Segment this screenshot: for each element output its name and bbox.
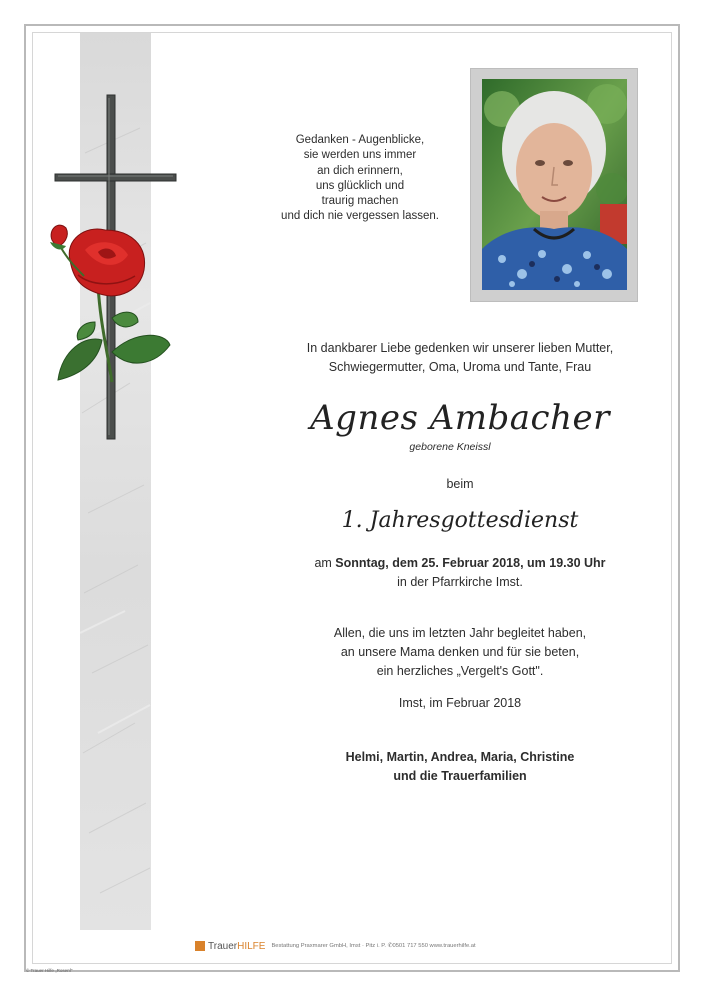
quote-line: sie werden uns immer (303, 149, 417, 162)
quote-line: uns glücklich und (315, 179, 405, 192)
memorial-quote (262, 133, 458, 225)
signers-line-1: Helmi, Martin, Andrea, Maria, Christine (345, 750, 575, 764)
footer (195, 939, 476, 953)
beim-text: beim (446, 477, 474, 491)
logo-prefix: Trauer (208, 940, 238, 952)
quote-line: traurig machen (321, 195, 399, 208)
thanks-text (240, 624, 680, 681)
datetime-line (240, 554, 680, 573)
copyright: © Trauer Hilfe „Rosenf" (26, 968, 73, 973)
logo-accent: HILFE (237, 940, 266, 952)
quote-line: Gedanken - Augenblicke, (295, 134, 425, 146)
signers-line-2: und die Trauerfamilien (393, 769, 527, 783)
service-datetime (240, 554, 680, 591)
intro-line-1: In dankbarer Liebe gedenken wir unserer lieben Mutter, (306, 341, 614, 355)
intro-text (240, 339, 680, 377)
footer-logo (208, 941, 265, 952)
footer-info: Bestattung Praxmarer GmbH, Imst · Pitz i. P. ✆0501 717 550 www.trauerhilfe.at (271, 943, 476, 949)
deceased-name: Agnes Ambacher (310, 398, 610, 438)
service-title: 1. Jahresgottesdienst (341, 508, 579, 533)
datetime-date: Sonntag, dem 25. Februar 2018, um 19.30 Uhr (335, 556, 606, 570)
intro-line-2: Schwiegermutter, Oma, Uroma und Tante, Frau (328, 360, 592, 374)
signers (240, 748, 680, 786)
thanks-line-2: an unsere Mama denken und für sie beten, (340, 645, 580, 659)
cross-with-rose-icon (40, 90, 180, 440)
quote-line: an dich erinnern, (317, 164, 403, 177)
portrait-photo (482, 79, 627, 290)
thanks-line-1: Allen, die uns im letzten Jahr begleitet haben, (333, 626, 587, 640)
place-date: Imst, im Februar 2018 (398, 696, 522, 710)
service-location: in der Pfarrkirche Imst. (397, 574, 523, 589)
trauerhilfe-logo-icon (195, 941, 205, 951)
datetime-prefix: am (314, 556, 336, 570)
maiden-name: geborene Kneissl (409, 441, 491, 453)
quote-line: und dich nie vergessen lassen. (281, 210, 439, 223)
thanks-line-3: ein herzliches „Vergelt's Gott". (376, 664, 544, 678)
